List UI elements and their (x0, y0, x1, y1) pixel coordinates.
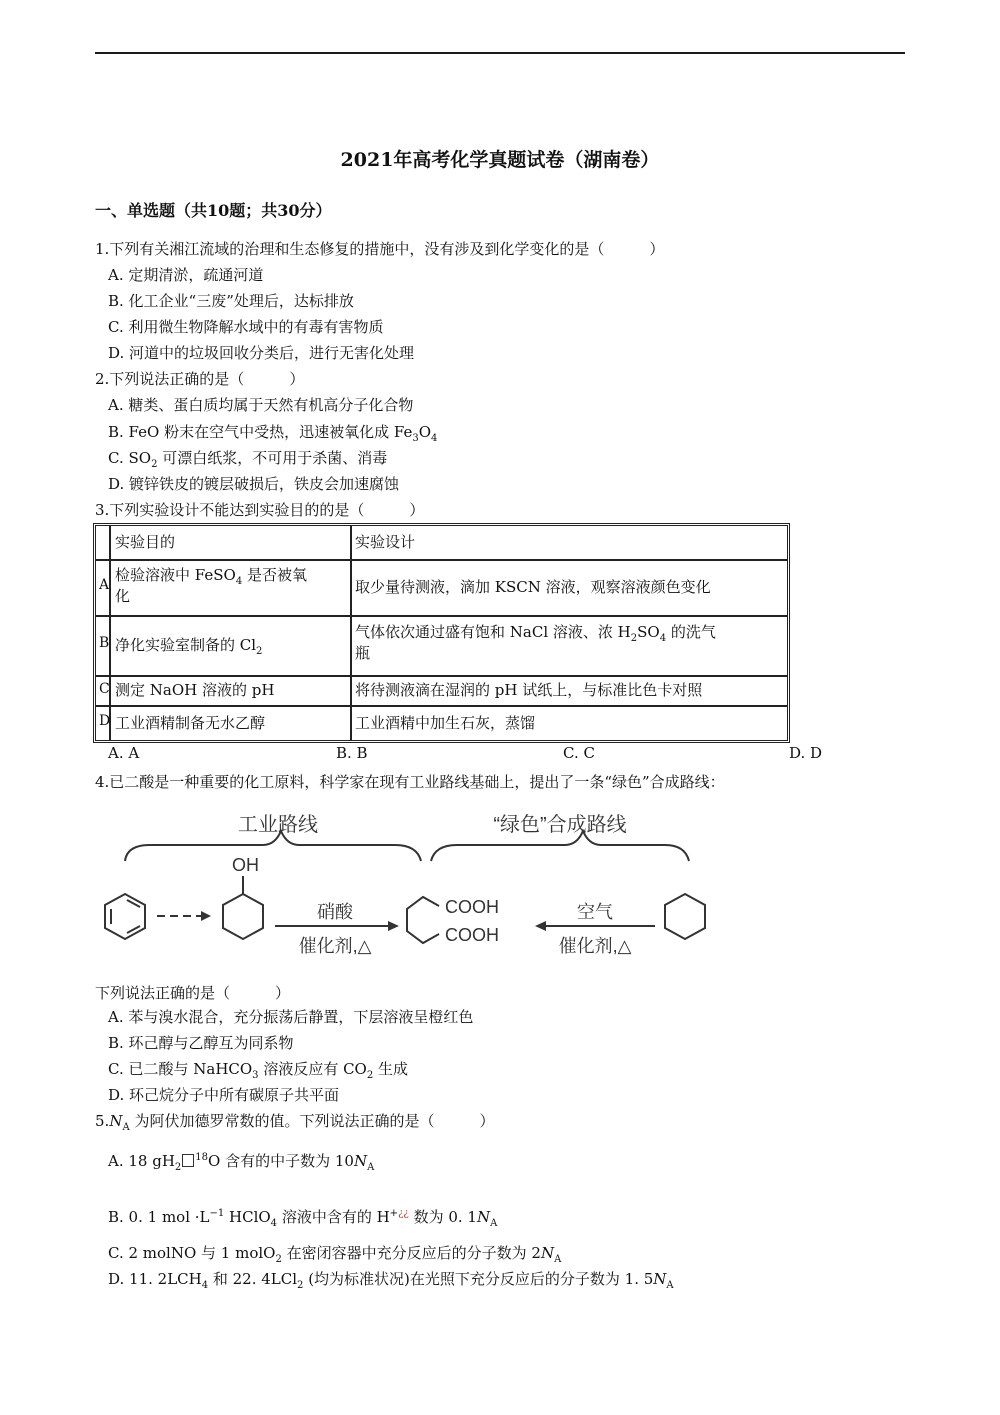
q1-option-d: D. 河道中的垃圾回收分类后，进行无害化处理 (108, 344, 415, 362)
q1-option-a: A. 定期清淤，疏通河道 (108, 266, 264, 284)
row-design: 取少量待测液，滴加 KSCN 溶液，观察溶液颜色变化 (355, 578, 711, 596)
q1-stem: 1.下列有关湘江流域的治理和生态修复的措施中，没有涉及到化学变化的是（ ） (95, 240, 665, 258)
row-letter: A (99, 577, 110, 593)
label-reagent1: 硝酸 (317, 902, 353, 922)
q3-stem: 3.下列实验设计不能达到实验目的的是（ ） (95, 501, 425, 519)
section-heading: 一、单选题（共10题；共30分） (95, 201, 332, 220)
table-row (96, 707, 787, 740)
q5-option-d: D. 11. $2LCH_4$ 和 22. 4LCl$_2$ (均为标准状况)在光照下充分反应后的分子数为 1. $5N_A$ (108, 1270, 674, 1291)
q4-option-d: D. 环己烷分子中所有碳原子共平面 (108, 1086, 340, 1104)
table-header-row (96, 526, 787, 561)
row-purpose: 测定 NaOH 溶液的 pH (115, 681, 275, 699)
row-design: 工业酒精中加生石灰，蒸馏 (355, 714, 536, 732)
q3-option-b: B. B (336, 744, 368, 762)
row-design: 将待测液滴在湿润的 pH 试纸上，与标准比色卡对照 (355, 681, 703, 699)
header-purpose: 实验目的 (115, 533, 176, 551)
row-letter: C (99, 681, 110, 697)
q5-option-b: B. 0. 1 mol $\cdot L^{-1}$ HClO$_4$ 溶液中含有的 H+¿¿ 数为 0. $1N_A$ (108, 1208, 498, 1229)
label-cooh1: COOH (445, 897, 499, 917)
synthesis-route-figure (95, 803, 715, 973)
q2-option-a: A. 糖类、蛋白质均属于天然有机高分子化合物 (108, 396, 414, 414)
row-letter: B (99, 635, 110, 651)
label-oh: OH (232, 855, 259, 875)
q5-option-a: A. 18 $gH_2^{18}O$ 含有的中子数为 $10N_A$ (108, 1152, 375, 1173)
label-green: “绿色”合成路线 (493, 814, 627, 836)
q5-stem: $5.N_A$ 为阿伏加德罗常数的值。下列说法正确的是（ ） (95, 1112, 495, 1133)
page-title: 2021年高考化学真题试卷（湖南卷） (340, 149, 660, 171)
cyclohexanol-ring (223, 894, 263, 939)
q2-stem: 2.下列说法正确的是（ ） (95, 370, 305, 388)
q1-option-b: B. 化工企业“三废”处理后，达标排放 (108, 292, 354, 310)
q2-option-b: B. FeO 粉末在空气中受热，迅速被氧化成 $Fe_3O_4$ (108, 423, 438, 444)
row-design: 气体依次通过盛有饱和 NaCl 溶液、浓 $H_2SO_4$ 的洗气 瓶 (355, 623, 716, 662)
label-industrial: 工业路线 (238, 814, 318, 836)
table-row (96, 561, 787, 617)
adipic-acid-chain (407, 897, 439, 943)
missing-glyph-box (182, 1154, 194, 1167)
q2-option-d: D. 镀锌铁皮的镀层破损后，铁皮会加速腐蚀 (108, 475, 400, 493)
table-row (96, 677, 787, 707)
label-catalyst1: 催化剂,△ (298, 936, 372, 956)
q2-option-c: C. $SO_2$ 可漂白纸浆，不可用于杀菌、消毒 (108, 449, 388, 470)
q5-option-c: C. 2 molNO 与 1 molO$_2$ 在密闭容器中充分反应后的分子数为 $2N_A$ (108, 1244, 562, 1265)
q3-option-a: A. A (108, 744, 140, 762)
cyclohexane-ring (665, 894, 705, 939)
q1-option-c: C. 利用微生物降解水域中的有毒有害物质 (108, 318, 384, 336)
q4-option-c: C. 已二酸与 NaHCO$_3$ 溶液反应有 $CO_2$ 生成 (108, 1060, 409, 1081)
q4-option-b: B. 环己醇与乙醇互为同系物 (108, 1034, 294, 1052)
q4-sub-stem: 下列说法正确的是（ ） (95, 984, 291, 1002)
q4-stem: 4.已二酸是一种重要的化工原料，科学家在现有工业路线基础上，提出了一条“绿色”合成路线： (95, 773, 725, 791)
experiment-table (93, 523, 790, 743)
q3-option-c: C. C (563, 744, 595, 762)
row-letter: D (99, 713, 111, 729)
header-design: 实验设计 (355, 533, 416, 551)
q4-option-a: A. 苯与溴水混合，充分振荡后静置，下层溶液呈橙红色 (108, 1008, 474, 1026)
row-purpose: 净化实验室制备的 $Cl_2$ (115, 636, 263, 657)
row-purpose: 检验溶液中 FeSO$_4$ 是否被氧 化 (115, 566, 307, 605)
label-cooh2: COOH (445, 925, 499, 945)
label-catalyst2: 催化剂,△ (558, 936, 632, 956)
table-row (96, 617, 787, 677)
header-rule (95, 52, 905, 54)
q3-option-d: D. D (789, 744, 823, 762)
row-purpose: 工业酒精制备无水乙醇 (115, 714, 266, 732)
label-reagent2: 空气 (577, 902, 613, 922)
